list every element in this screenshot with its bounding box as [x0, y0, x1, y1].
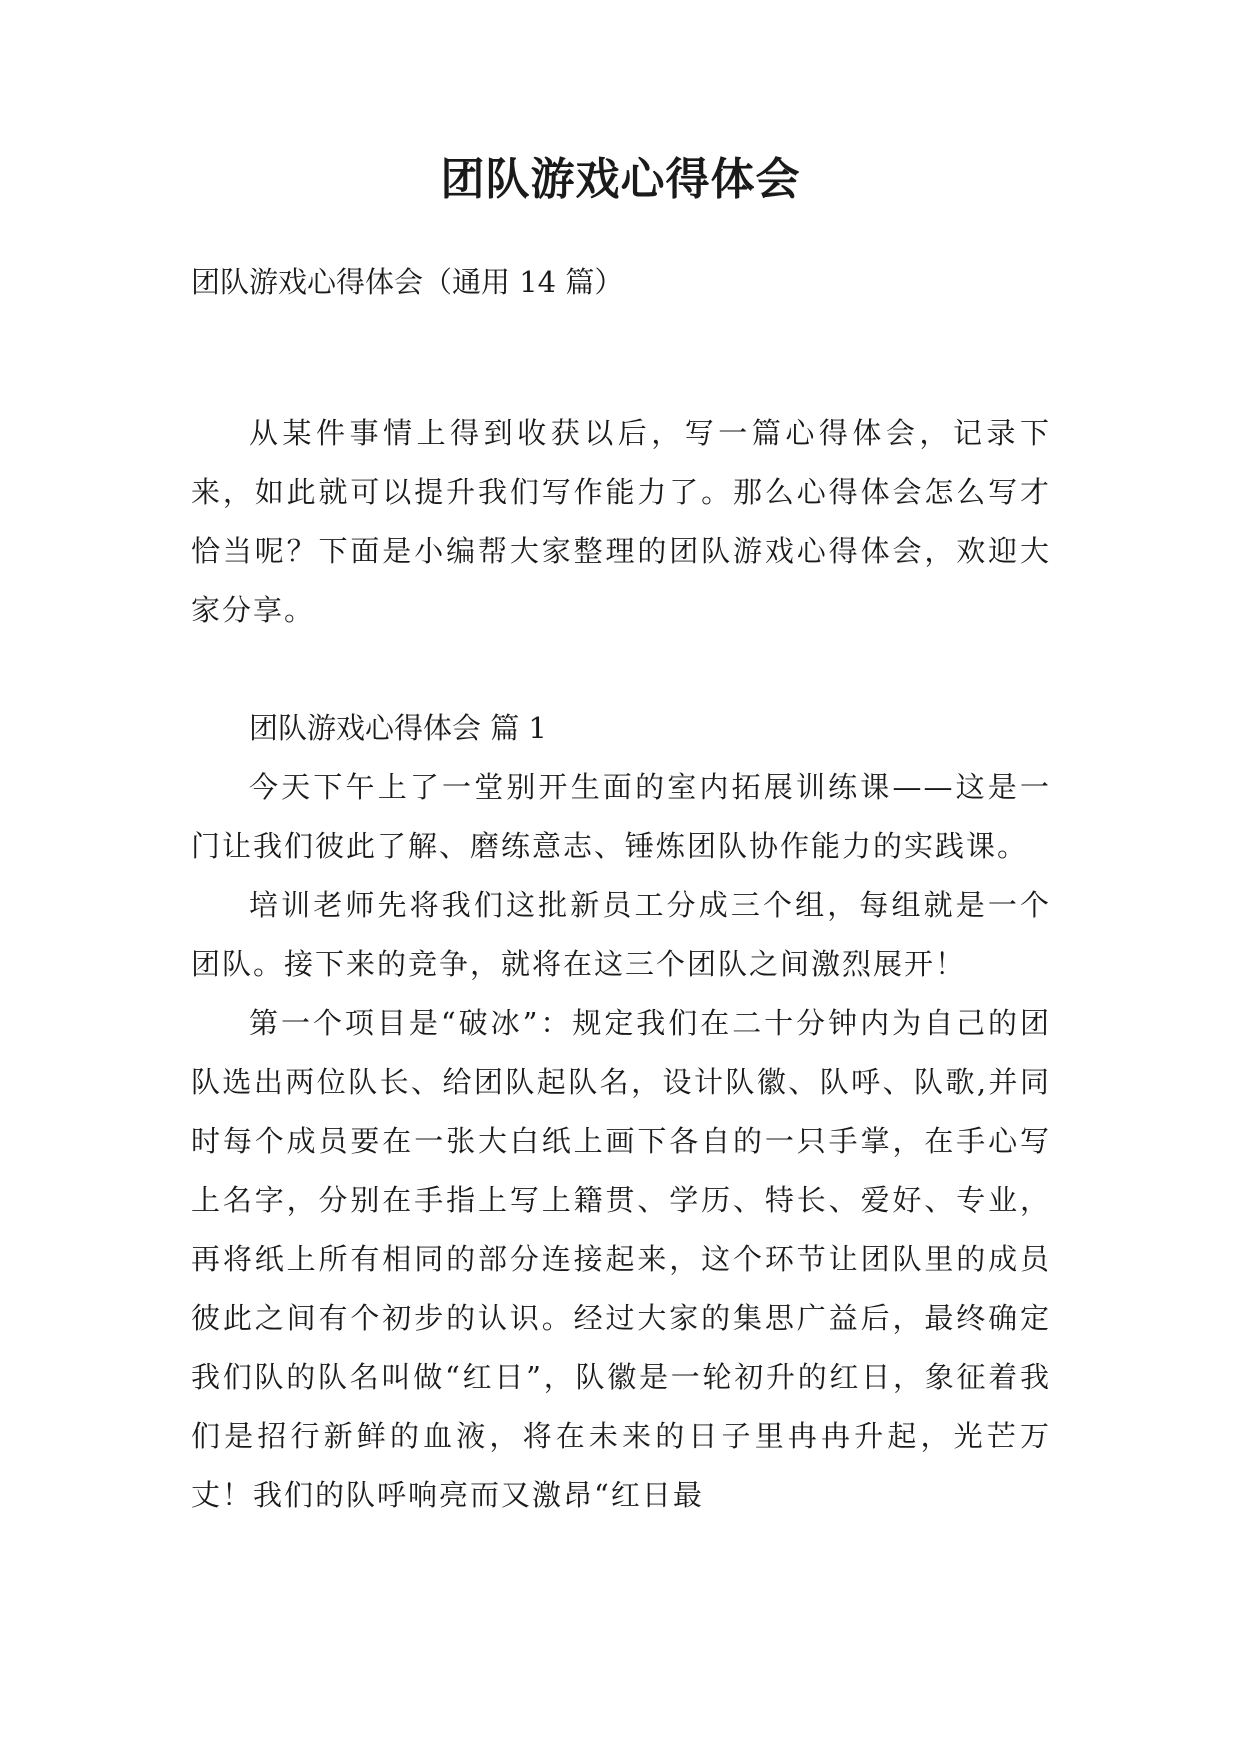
document-body — [191, 404, 1051, 1525]
section-heading: 团队游戏心得体会 篇 1 — [249, 711, 547, 745]
body-paragraph: 培训老师先将我们这批新员工分成三个组，每组就是一个团队。接下来的竞争，就将在这三个团队之间激烈展开！ — [191, 888, 1051, 981]
document-title: 团队游戏心得体会 — [440, 154, 801, 205]
body-paragraph: 第一个项目是“破冰”：规定我们在二十分钟内为自己的团队选出两位队长、给团队起队名，设计队徽、队呼、队歌,并同时每个成员要在一张大白纸上画下各自的一只手掌，在手心写上名字，分别在手指上写上籍贯、学历、特长、爱好、专业，再将纸上所有相同的部分连接起来，这个环节让团队里的成员彼此之间有个初步的认识。经过大家的集思广益后，最终确定我们队的队名叫做“红日”，队徽是一轮初升的红日，象征着我们是招行新鲜的血液，将在未来的日子里冉冉升起，光芒万丈！我们的队呼响亮而又激昂“红日最 — [191, 1006, 1051, 1512]
body-paragraph: 今天下午上了一堂别开生面的室内拓展训练课——这是一门让我们彼此了解、磨练意志、锤炼团队协作能力的实践课。 — [191, 770, 1051, 863]
document-subtitle: 团队游戏心得体会（通用 14 篇） — [191, 265, 624, 299]
intro-paragraph: 从某件事情上得到收获以后，写一篇心得体会，记录下来，如此就可以提升我们写作能力了。那么心得体会怎么写才恰当呢？下面是小编帮大家整理的团队游戏心得体会，欢迎大家分享。 — [191, 416, 1051, 627]
